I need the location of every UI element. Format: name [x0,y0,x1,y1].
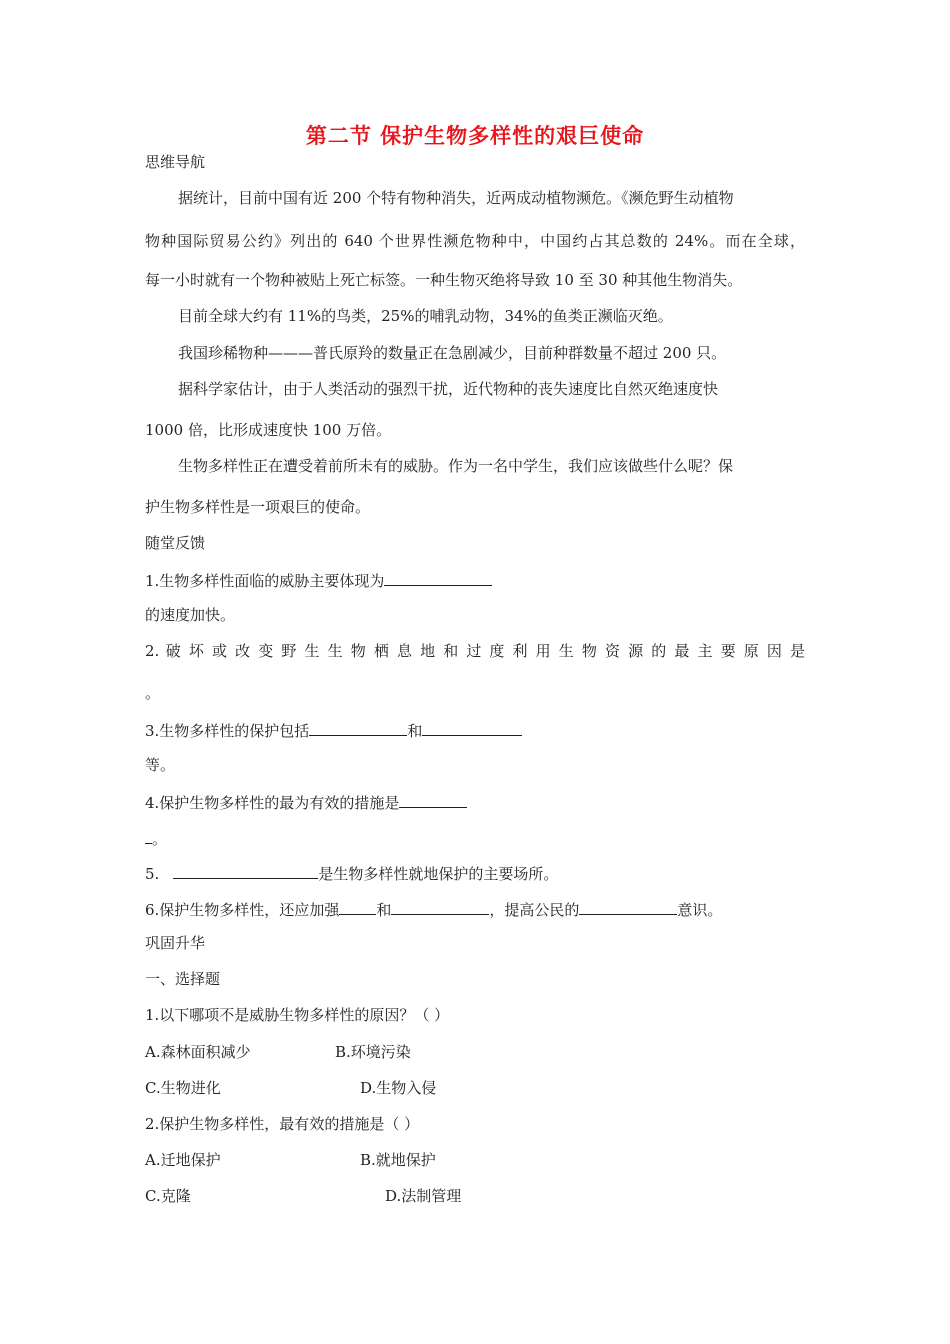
section-heading-guide: 思维导航 [145,153,206,171]
mc-question-2-option-a[interactable]: A.迁地保护 [145,1151,221,1169]
feedback-question-2-end: 。 [145,684,161,702]
intro-paragraph-4-line-2: 1000 倍，比形成速度快 100 万倍。 [145,421,392,439]
intro-paragraph-2: 目前全球大约有 11%的鸟类，25%的哺乳动物，34%的鱼类正濒临灭绝。 [178,307,673,325]
conjunction-text: 和 [407,722,423,740]
feedback-question-1-end: 的速度加快。 [145,606,236,624]
feedback-question-6 [145,898,722,920]
question-number: 5. [145,865,160,883]
question-text: ，提高公民的 [489,901,580,919]
intro-paragraph-5-line-2: 护生物多样性是一项艰巨的使命。 [145,498,371,516]
answer-blank[interactable] [384,569,492,586]
intro-paragraph-1-line-3: 每一小时就有一个物种被贴上死亡标签。一种生物灭绝将导致 10 至 30 种其他生物消失。 [145,271,743,289]
choice-heading: 一、选择题 [145,970,221,988]
question-text: 3.生物多样性的保护包括 [145,722,310,740]
mc-question-2-option-b[interactable]: B.就地保护 [360,1151,436,1169]
question-text: 意识。 [677,901,723,919]
intro-paragraph-3: 我国珍稀物种———普氏原羚的数量正在急剧减少，目前种群数量不超过 200 只。 [178,344,727,362]
answer-blank[interactable] [579,898,677,915]
feedback-question-2: 2. 破 坏 或 改 变 野 生 生 物 栖 息 地 和 过 度 利 用 生 物 资 源 的 最 主 要 原 因 是 [145,642,805,660]
mc-question-1: 1.以下哪项不是威胁生物多样性的原因？（ ） [145,1006,450,1024]
question-text: 6.保护生物多样性，还应加强 [145,901,340,919]
intro-paragraph-5-line-1: 生物多样性正在遭受着前所未有的威胁。作为一名中学生，我们应该做些什么呢？保 [178,457,734,475]
question-text: 4.保护生物多样性的最为有效的措施是 [145,794,400,812]
feedback-question-3 [145,719,522,741]
mc-question-2-option-c[interactable]: C.克隆 [145,1187,191,1205]
mc-question-2: 2.保护生物多样性，最有效的措施是（ ） [145,1115,420,1133]
answer-blank[interactable] [399,791,467,808]
mc-question-2-option-d[interactable]: D.法制管理 [385,1187,462,1205]
answer-blank[interactable] [339,898,376,915]
feedback-question-3-end: 等。 [145,756,176,774]
mc-question-1-option-d[interactable]: D.生物入侵 [360,1079,437,1097]
feedback-question-4 [145,791,467,813]
section-heading-feedback: 随堂反馈 [145,534,206,552]
question-text: 是生物多样性就地保护的主要场所。 [318,865,559,883]
answer-blank[interactable] [145,827,152,844]
intro-paragraph-4-line-1: 据科学家估计，由于人类活动的强烈干扰，近代物种的丧失速度比自然灭绝速度快 [178,380,719,398]
feedback-question-4-end [145,827,167,849]
answer-blank[interactable] [391,898,489,915]
intro-paragraph-1-line-1: 据统计，目前中国有近 200 个特有物种消失，近两成动植物濒危。《濒危野生动植物 [178,189,734,207]
answer-blank[interactable] [173,862,318,879]
answer-blank[interactable] [309,719,407,736]
mc-question-1-option-b[interactable]: B.环境污染 [335,1043,411,1061]
question-text: 。 [152,830,168,848]
mc-question-1-option-a[interactable]: A.森林面积减少 [145,1043,251,1061]
question-text: 1.生物多样性面临的威胁主要体现为 [145,572,385,590]
page-title: 第二节 保护生物多样性的艰巨使命 [305,123,645,148]
feedback-question-5 [145,862,558,884]
conjunction-text: 和 [376,901,392,919]
answer-blank[interactable] [422,719,522,736]
feedback-question-1 [145,569,492,591]
mc-question-1-option-c[interactable]: C.生物进化 [145,1079,221,1097]
intro-paragraph-1-line-2: 物种国际贸易公约》列出的 640 个世界性濒危物种中，中国约占其总数的 24%。而在全球， [145,232,805,250]
section-heading-consolidate: 巩固升华 [145,934,206,952]
